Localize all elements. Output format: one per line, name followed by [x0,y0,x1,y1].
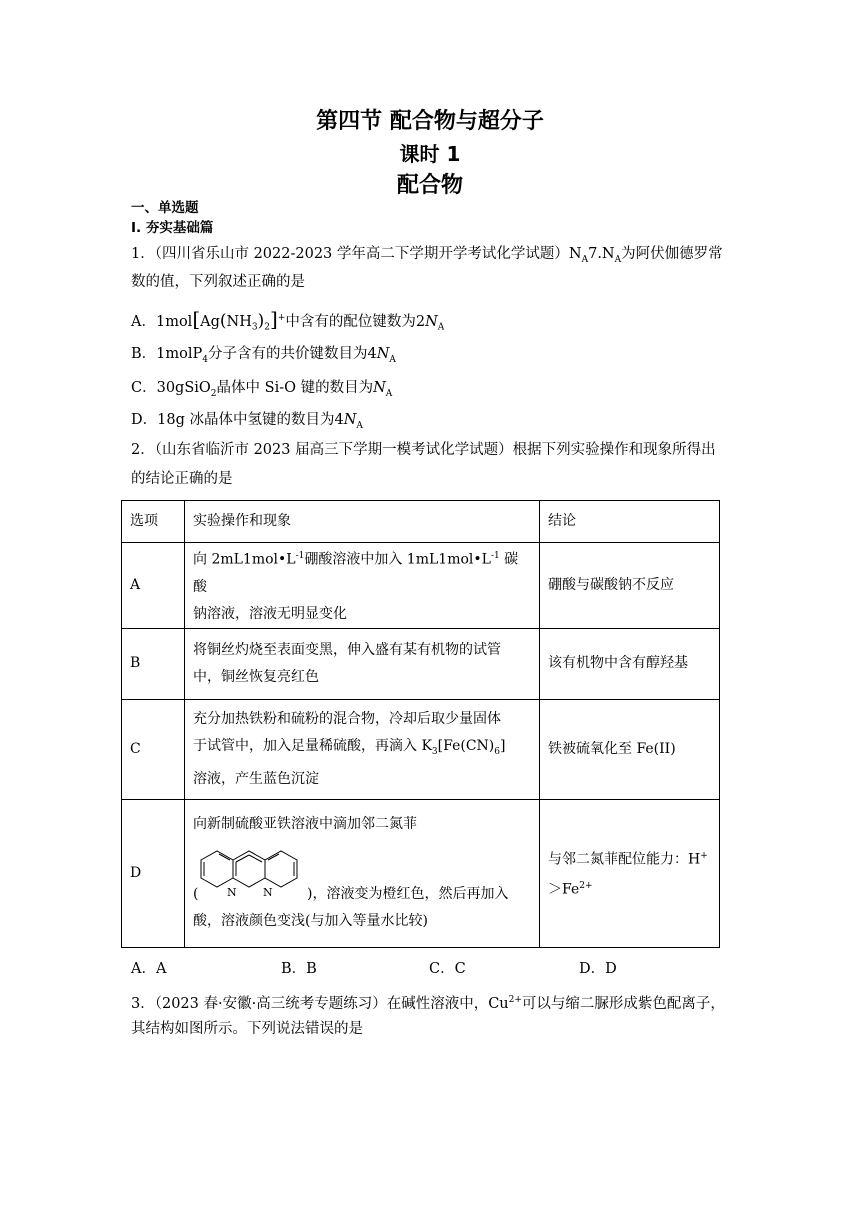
header-conclusion: 结论 [540,501,720,543]
header-option: 选项 [122,501,185,543]
q2-option-d[interactable]: D．D [579,961,617,977]
phenanthroline-structure-icon [199,838,307,908]
q2-options [131,959,617,979]
table-row [122,628,720,699]
lesson-title: 课时 1 [399,142,461,166]
subsection-label: Ⅰ. 夯实基础篇 [131,220,214,236]
topic-title: 配合物 [396,173,463,198]
row-option: C [122,699,185,799]
q2-option-c[interactable]: C．C [429,961,466,977]
q1-stem-line1: 1．（四川省乐山市 2022-2023 学年高二下学期开学考试化学试题）$N_A7.N_A$为阿伏伽德罗常 [131,246,723,265]
q3-stem-line1: 3．（2023 春·安徽·高三统考专题练习）在碱性溶液中，$Cu^{2+}$可以与缩二脲形成紫色配离子， [131,995,725,1012]
row-conclusion: 铁被硫氧化至 Fe(II) [540,699,720,799]
row-conclusion: 与邻二氮菲配位能力：H+ $>Fe^{2+}$ [540,799,720,947]
header-operation: 实验操作和现象 [185,501,540,543]
table-row [122,799,720,947]
section-label: 一、单选题 [131,200,199,216]
row-option: A [122,543,185,629]
q3-stem-line2: 其结构如图所示。下列说法错误的是 [131,1021,363,1037]
q1-stem-line2: 数的值，下列叙述正确的是 [131,274,305,290]
q2-option-a[interactable]: A．A [131,961,167,977]
table-row [122,699,720,799]
q1-option-d: D．18g 冰晶体中氢键的数目为$4N_A$ [131,412,363,431]
q1-option-c: C．30gSiO$_2$晶体中 Si-O 键的数目为$N_A$ [131,380,393,399]
q2-stem-line1: 2．（山东省临沂市 2023 届高三下学期一模考试化学试题）根据下列实验操作和现象所得出 [131,442,716,458]
table-row [122,543,720,629]
row-operation: 将铜丝灼烧至表面变黑，伸入盛有某有机物的试管 中，铜丝恢复亮红色 [185,628,540,699]
row-operation: 充分加热铁粉和硫粉的混合物，冷却后取少量固体 于试管中，加入足量稀硫酸，再滴入 $K_3[Fe(CN)_6]$ 溶液，产生蓝色沉淀 [185,699,540,799]
row-option: B [122,628,185,699]
q2-stem-line2: 的结论正确的是 [131,471,233,487]
experiment-table [121,500,720,948]
page-title: 第四节 配合物与超分子 [316,109,544,134]
svg-text:N: N [263,886,273,900]
q1-option-a: A．$1mol[Ag(NH_3)_2]^+$中含有的配位键数为$2N_A$ [131,306,445,333]
row-operation: 向新制硫酸亚铁溶液中滴加邻二氮菲 ( N N )，溶液变为橙红色，然后再加入 酸，溶液颜色变浅(与加入等量水比较) [185,799,540,947]
q1-option-b: B．1molP$_4$分子含有的共价键数目为$4N_A$ [131,346,396,365]
row-operation: 向 $2mL1mol•L^{-1}$硼酸溶液中加入 $1mL1mol•L^{-1}$ 碳酸 钠溶液，溶液无明显变化 [185,543,540,629]
svg-text:N: N [227,886,237,900]
table-header-row [122,501,720,543]
row-conclusion: 该有机物中含有醇羟基 [540,628,720,699]
q2-option-b[interactable]: B．B [281,961,317,977]
row-conclusion: 硼酸与碳酸钠不反应 [540,543,720,629]
row-option: D [122,799,185,947]
